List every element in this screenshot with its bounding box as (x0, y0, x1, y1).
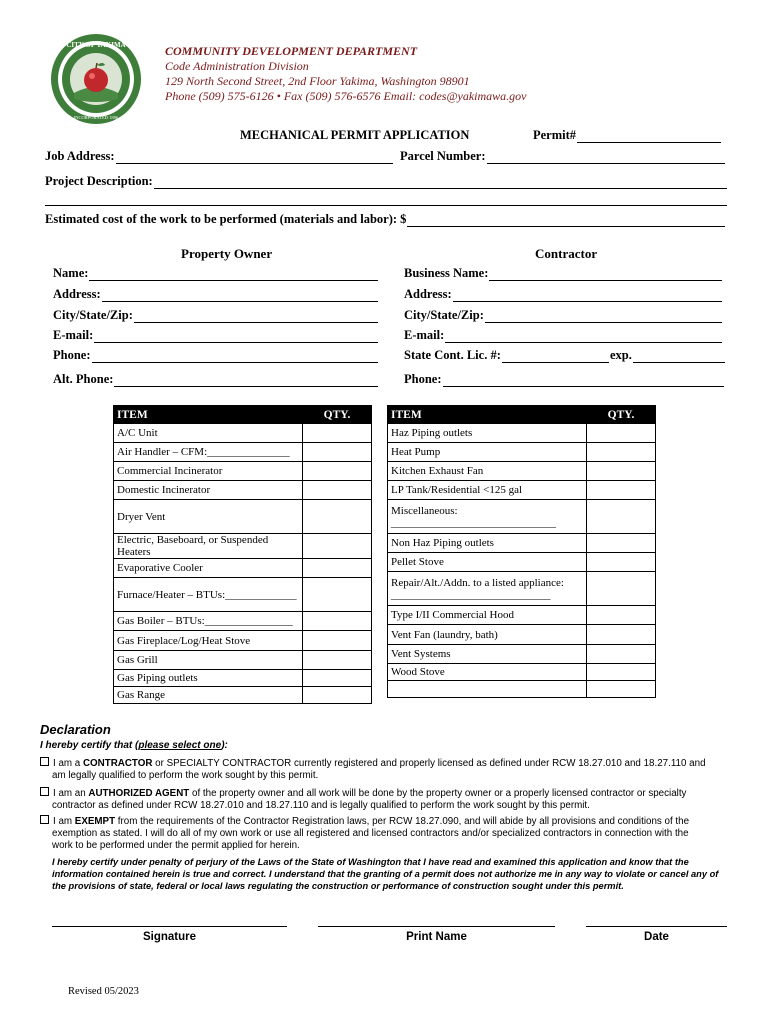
table-row (114, 559, 372, 578)
contractor-email-label: E-mail: (404, 328, 445, 342)
declaration-title: Declaration (40, 722, 111, 737)
qty-cell[interactable] (303, 651, 372, 670)
item-header: ITEM (388, 406, 587, 424)
qty-cell[interactable] (303, 559, 372, 578)
table-row (114, 651, 372, 670)
seal-bottom-text: INCORPORATED 1886 (73, 115, 119, 120)
project-description-line-2[interactable] (45, 205, 727, 206)
exempt-checkbox[interactable] (40, 815, 49, 824)
table-row (114, 612, 372, 631)
signature-line[interactable] (52, 926, 287, 927)
project-description-field[interactable] (45, 174, 727, 189)
item-name: Repair/Alt./Addn. to a listed appliance: _____________________________ (388, 572, 587, 606)
owner-city-label: City/State/Zip: (53, 308, 133, 322)
table-row (388, 424, 656, 443)
item-name: Type I/II Commercial Hood (388, 606, 587, 625)
item-name: Wood Stove (388, 664, 587, 681)
qty-cell[interactable] (587, 645, 656, 664)
item-name: Vent Fan (laundry, bath) (388, 625, 587, 645)
qty-cell[interactable] (303, 500, 372, 534)
item-name: Gas Piping outlets (114, 670, 303, 687)
form-title: MECHANICAL PERMIT APPLICATION (240, 128, 470, 142)
item-name: Heat Pump (388, 443, 587, 462)
qty-cell[interactable] (587, 534, 656, 553)
job-address-label: Job Address: (45, 149, 115, 163)
table-row (388, 462, 656, 481)
owner-phone-field[interactable] (53, 348, 378, 363)
table-row (114, 578, 372, 612)
qty-cell[interactable] (587, 625, 656, 645)
table-row (388, 572, 656, 606)
table-row (388, 443, 656, 462)
date-label: Date (644, 931, 669, 943)
owner-phone-label: Phone: (53, 348, 91, 362)
item-name: Kitchen Exhaust Fan (388, 462, 587, 481)
contractor-city-label: City/State/Zip: (404, 308, 484, 322)
exempt-option: I am EXEMPT from the requirements of the Contractor Registration laws, per RCW 18.27.090, and will abide by all provisions and conditions of the exemption as stated. I will do all of my own work or use all registered and licensed contractors and/or specialized contractors in connection with the work to be performed under the permit applied for herein. (40, 815, 732, 852)
table-row (388, 481, 656, 500)
table-row (388, 681, 656, 698)
qty-cell[interactable] (587, 553, 656, 572)
qty-cell[interactable] (587, 606, 656, 625)
item-name: Commercial Incinerator (114, 462, 303, 481)
qty-header: QTY. (303, 406, 372, 424)
item-name: Gas Range (114, 687, 303, 704)
item-name: Gas Grill (114, 651, 303, 670)
table-row (388, 534, 656, 553)
table-row (114, 462, 372, 481)
table-row (114, 500, 372, 534)
contractor-license-exp-field[interactable] (610, 348, 725, 363)
item-name: Electric, Baseboard, or Suspended Heaters (114, 534, 303, 559)
contractor-address-label: Address: (404, 287, 452, 301)
qty-cell[interactable] (303, 687, 372, 704)
item-name: Evaporative Cooler (114, 559, 303, 578)
owner-city-field[interactable] (53, 308, 378, 323)
authorized-agent-option: I am an AUTHORIZED AGENT of the property owner and all work will be done by the property owner or a properly licensed contractor or specialty contractor as defined under RCW 18.27.010 and 18.27.110 and is legally qualified to perform the work sought by this permit. (40, 787, 732, 812)
authorized-agent-checkbox[interactable] (40, 787, 49, 796)
item-name: A/C Unit (114, 424, 303, 443)
job-address-field[interactable] (45, 149, 393, 164)
qty-cell[interactable] (303, 578, 372, 612)
contractor-phone-label: Phone: (404, 372, 442, 386)
qty-cell[interactable] (303, 612, 372, 631)
qty-cell[interactable] (587, 424, 656, 443)
owner-email-field[interactable] (53, 328, 378, 343)
table-row (388, 625, 656, 645)
item-name (388, 681, 587, 698)
city-seal-logo (50, 33, 142, 125)
owner-name-field[interactable] (53, 266, 378, 281)
qty-cell[interactable] (303, 443, 372, 462)
owner-address-label: Address: (53, 287, 101, 301)
owner-address-field[interactable] (53, 287, 378, 302)
estimated-cost-label: Estimated cost of the work to be performed (materials and labor): $ (45, 212, 407, 226)
department-contact: Phone (509) 575-6126 • Fax (509) 576-6576 Email: codes@yakimawa.gov (165, 89, 527, 103)
project-description-label: Project Description: (45, 174, 153, 188)
contractor-license-label: State Cont. Lic. #: (404, 348, 501, 362)
qty-cell[interactable] (587, 681, 656, 698)
qty-cell[interactable] (303, 424, 372, 443)
item-name: LP Tank/Residential <125 gal (388, 481, 587, 500)
item-header: ITEM (114, 406, 303, 424)
division-name: Code Administration Division (165, 59, 309, 73)
qty-header: QTY. (587, 406, 656, 424)
table-row (114, 631, 372, 651)
permit-label: Permit# (533, 128, 577, 142)
qty-cell[interactable] (303, 481, 372, 500)
contractor-checkbox[interactable] (40, 757, 49, 766)
item-name: Non Haz Piping outlets (388, 534, 587, 553)
owner-alt-phone-field[interactable] (53, 372, 378, 387)
parcel-number-field[interactable] (400, 149, 725, 164)
qty-cell[interactable] (587, 443, 656, 462)
table-row (114, 424, 372, 443)
table-row (388, 553, 656, 572)
table-row (114, 670, 372, 687)
qty-cell[interactable] (587, 481, 656, 500)
print-name-line[interactable] (318, 926, 555, 927)
contractor-email-field[interactable] (404, 328, 722, 343)
item-name: Domestic Incinerator (114, 481, 303, 500)
property-owner-heading: Property Owner (181, 246, 273, 261)
seal-top-text: CITY OF YAKIMA (66, 41, 126, 49)
item-name: Miscellaneous: ______________________________ (388, 500, 587, 534)
department-address: 129 North Second Street, 2nd Floor Yakima, Washington 98901 (165, 74, 470, 88)
qty-cell[interactable] (587, 500, 656, 534)
date-line[interactable] (586, 926, 727, 927)
item-name: Pellet Stove (388, 553, 587, 572)
qty-cell[interactable] (587, 572, 656, 606)
table-row (388, 606, 656, 625)
contractor-city-field[interactable] (404, 308, 722, 323)
certification-statement: I hereby certify under penalty of perjury of the Laws of the State of Washington that I have read and examined this application and know that the information contained herein is true and correct. I understand that the granting of a permit does not authorize me in any way to violate or cancel any of the provisions of state, federal or local laws regulating the construction or performance of construction sought under this permit. (52, 857, 719, 891)
item-name: Dryer Vent (114, 500, 303, 534)
items-table-right (387, 405, 656, 698)
item-name: Gas Boiler – BTUs:________________ (114, 612, 303, 631)
items-table-left (113, 405, 372, 704)
contractor-heading: Contractor (535, 246, 598, 261)
owner-name-label: Name: (53, 266, 89, 280)
table-row (114, 481, 372, 500)
item-name: Air Handler – CFM:_______________ (114, 443, 303, 462)
contractor-business-label: Business Name: (404, 266, 489, 280)
contractor-address-field[interactable] (404, 287, 722, 302)
contractor-exp-label: exp. (610, 348, 632, 362)
contractor-phone-field[interactable] (404, 372, 724, 387)
qty-cell[interactable] (303, 631, 372, 651)
parcel-number-label: Parcel Number: (400, 149, 486, 163)
revision-date: Revised 05/2023 (68, 986, 139, 997)
qty-cell[interactable] (587, 664, 656, 681)
estimated-cost-field[interactable] (45, 212, 725, 227)
item-name: Furnace/Heater – BTUs:_____________ (114, 578, 303, 612)
declaration-instruction: I hereby certify that (please select one): (40, 740, 228, 751)
item-name: Vent Systems (388, 645, 587, 664)
qty-cell[interactable] (303, 670, 372, 687)
table-row (114, 687, 372, 704)
item-name: Haz Piping outlets (388, 424, 587, 443)
owner-alt-phone-label: Alt. Phone: (53, 372, 114, 386)
table-row (114, 443, 372, 462)
qty-cell[interactable] (587, 462, 656, 481)
contractor-option: I am a CONTRACTOR or SPECIALTY CONTRACTOR currently registered and properly licensed as defined under RCW 18.27.010 and 18.27.110 and am legally qualified to perform the work sought by this permit. (40, 757, 732, 782)
owner-email-label: E-mail: (53, 328, 94, 342)
item-name: Gas Fireplace/Log/Heat Stove (114, 631, 303, 651)
table-row (114, 534, 372, 559)
qty-cell[interactable] (303, 462, 372, 481)
table-row (388, 645, 656, 664)
contractor-business-field[interactable] (404, 266, 722, 281)
contractor-license-field[interactable] (404, 348, 609, 363)
department-name: COMMUNITY DEVELOPMENT DEPARTMENT (165, 44, 418, 58)
table-row (388, 500, 656, 534)
signature-label: Signature (142, 931, 197, 943)
table-row (388, 664, 656, 681)
print-name-label: Print Name (406, 931, 467, 943)
permit-number-field[interactable] (533, 128, 721, 143)
department-header (165, 44, 527, 104)
qty-cell[interactable] (303, 534, 372, 559)
